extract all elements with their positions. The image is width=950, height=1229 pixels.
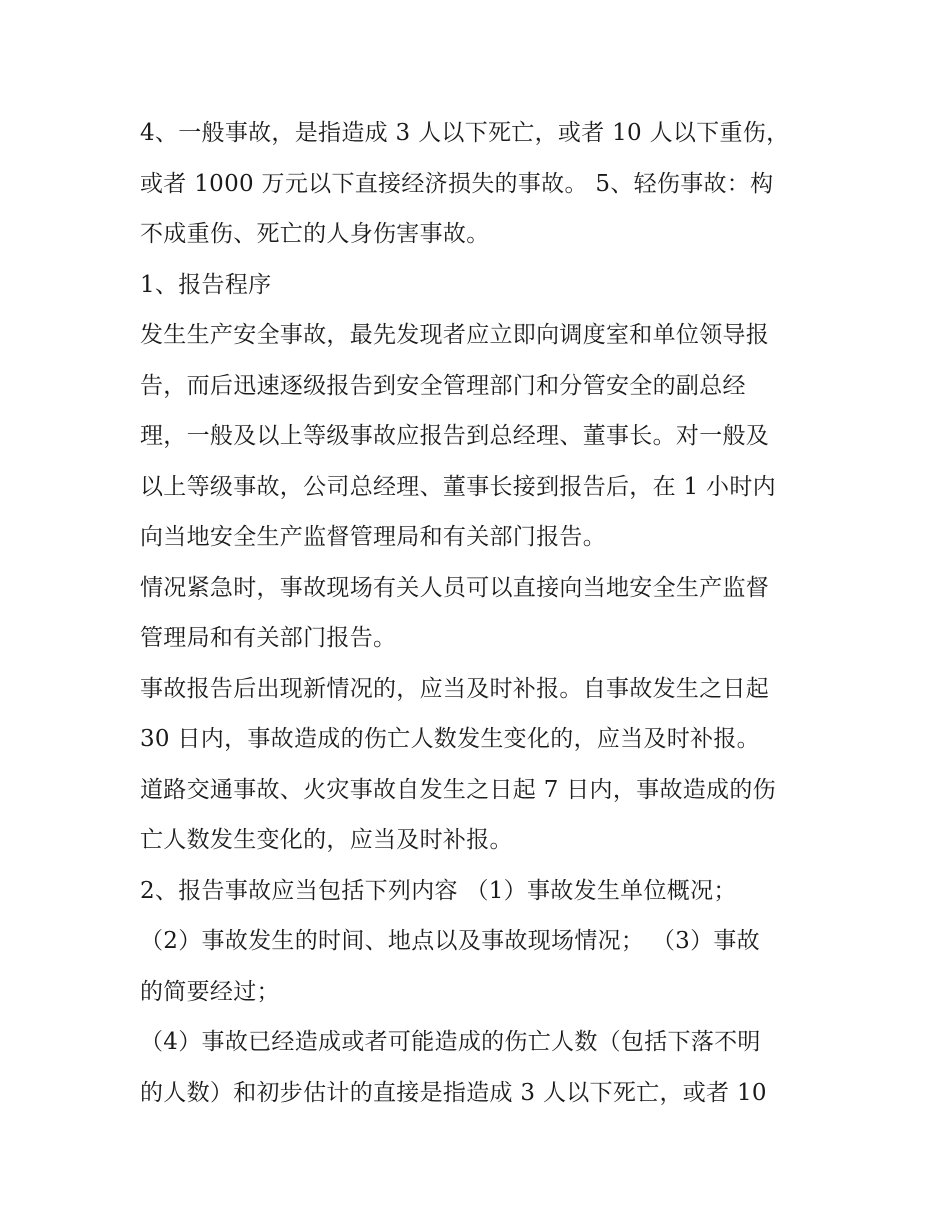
text-line: 理，一般及以上等级事故应报告到总经理、董事长。对一般及	[140, 423, 770, 449]
text-line: 管理局和有关部门报告。	[140, 625, 397, 651]
text-line: 的简要经过；	[140, 978, 280, 1005]
text-line: 以上等级事故，公司总经理、董事长接到报告后，在 1 小时内	[140, 473, 776, 500]
text-line: 道路交通事故、火灾事故自发生之日起 7 日内，事故造成的伤	[140, 776, 776, 803]
text-line: （2）事故发生的时间、地点以及事故现场情况； （3）事故	[140, 928, 760, 954]
text-line: 不成重伤、死亡的人身伤害事故。	[140, 221, 490, 247]
text-line: 4、一般事故，是指造成 3 人以下死亡，或者 10 人以下重伤，	[140, 120, 790, 146]
document-body	[140, 108, 820, 1118]
text-line: 情况紧急时，事故现场有关人员可以直接向当地安全生产监督	[140, 574, 770, 601]
text-line: 亡人数发生变化的，应当及时补报。	[140, 827, 513, 853]
text-line: 的人数）和初步估计的直接是指造成 3 人以下死亡，或者 10	[140, 1079, 767, 1106]
text-line: 或者 1000 万元以下直接经济损失的事故。 5、轻伤事故：构	[140, 170, 774, 197]
text-line: 2、报告事故应当包括下列内容 （1）事故发生单位概况；	[140, 877, 737, 904]
text-line: （4）事故已经造成或者可能造成的伤亡人数（包括下落不明	[140, 1029, 761, 1055]
text-line: 告，而后迅速逐级报告到安全管理部门和分管安全的副总经	[140, 372, 746, 399]
text-line: 向当地安全生产监督管理局和有关部门报告。	[140, 524, 606, 550]
text-line: 30 日内，事故造成的伤亡人数发生变化的，应当及时补报。	[140, 726, 760, 752]
text-line: 发生生产安全事故，最先发现者应立即向调度室和单位领导报	[140, 322, 770, 348]
text-line: 事故报告后出现新情况的，应当及时补报。自事故发生之日起	[140, 675, 770, 702]
section-heading: 1、报告程序	[140, 271, 272, 298]
